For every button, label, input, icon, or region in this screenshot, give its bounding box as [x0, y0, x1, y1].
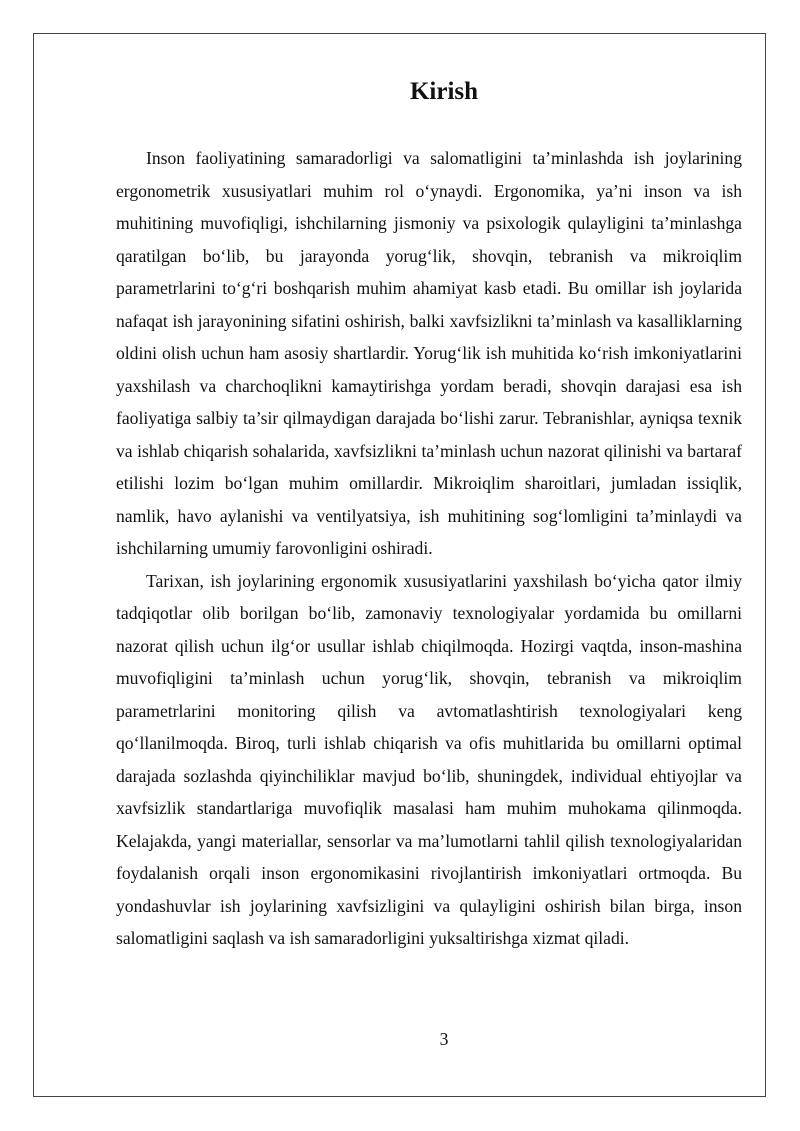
paragraph-2: Tarixan, ish joylarining ergonomik xususiyatlarini yaxshilash bo‘yicha qator ilmiy tadqiqotlar olib borilgan bo‘lib, zamonaviy texnologiyalar yordamida bu omillarni nazorat qilish uchun ilg‘or usullar ishlab chiqilmoqda. Hozirgi vaqtda, inson-mashina muvofiqligini ta’minlash uchun yorug‘lik, shovqin, tebranish va mikroiqlim parametrlarini monitoring qilish va avtomatlashtirish texnologiyalari keng qo‘llanilmoqda. Biroq, turli ishlab chiqarish va ofis muhitlarida bu omillarni optimal darajada sozlashda qiyinchiliklar mavjud bo‘lib, shuningdek, individual ehtiyojlar va xavfsizlik standartlariga muvofiqlik masalasi ham muhim muhokama qilinmoqda. Kelajakda, yangi materiallar, sensorlar va ma’lumotlarni tahlil qilish texnologiyalaridan foydalanish orqali inson ergonomikasini rivojlantirish imkoniyatlari ortmoqda. Bu yondashuvlar ish joylarining xavfsizligini va qulayligini oshirish bilan birga, inson salomatligini saqlash va ish samaradorligini yuksaltirishga xizmat qiladi. [116, 570, 742, 948]
body-text [116, 142, 742, 955]
page-number: 3 [439, 1029, 449, 1049]
page-title: Kirish [409, 78, 479, 105]
paragraph-1: Inson faoliyatining samaradorligi va salomatligini ta’minlashda ish joylarining ergonometrik xususiyatlari muhim rol o‘ynaydi. Ergonomika, ya’ni inson va ish muhitining muvofiqligi, ishchilarning jismoniy va psixologik qulayligini ta’minlashga qaratilgan bo‘lib, bu jarayonda yorug‘lik, shovqin, tebranish va mikroiqlim parametrlarini to‘g‘ri boshqarish muhim ahamiyat kasb etadi. Bu omillar ish joylarida nafaqat ish jarayonining sifatini oshirish, balki xavfsizlikni ta’minlash va kasalliklarning oldini olish uchun ham asosiy shartlardir. Yorug‘lik ish muhitida ko‘rish imkoniyatlarini yaxshilash va charchoqlikni kamaytirishga yordam beradi, shovqin darajasi esa ish faoliyatiga salbiy ta’sir qilmaydigan darajada bo‘lishi zarur. Tebranishlar, ayniqsa texnik va ishlab chiqarish sohalarida, xavfsizlikni ta’minlash uchun nazorat qilinishi va bartaraf etilishi lozim bo‘lgan muhim omillardir. Mikroiqlim sharoitlari, jumladan issiqlik, namlik, havo aylanishi va ventilyatsiya, ish muhitining sog‘lomligini ta’minlaydi va ishchilarning umumiy farovonligini oshiradi. [116, 148, 742, 558]
